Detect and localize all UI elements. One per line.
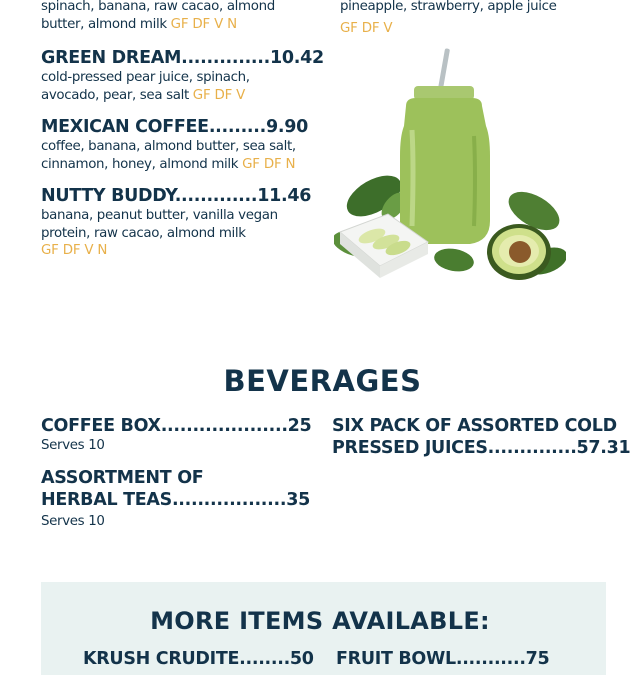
item-title: COFFEE BOX....................25: [41, 416, 312, 436]
menu-item-cold-pressed-juices: [332, 415, 630, 459]
item-description: banana, peanut butter, vanilla vegan protein, raw cacao, almond milk GF DF V N: [41, 208, 278, 258]
item-title-line1: ASSORTMENT OF: [41, 468, 204, 488]
dietary-tags: GF DF V N: [41, 243, 108, 258]
menu-item-mexican-coffee: [41, 116, 308, 173]
item-title: GREEN DREAM..............10.42: [41, 48, 324, 68]
menu-item-nutty-buddy: [41, 185, 311, 260]
top-item-right-description: pineapple, strawberry, apple juice GF DF V: [340, 0, 557, 36]
dietary-tags: GF DF V: [340, 20, 393, 36]
avocado-half-icon: [487, 224, 551, 280]
item-title: NUTTY BUDDY.............11.46: [41, 186, 312, 206]
smoothie-photo: [334, 46, 566, 286]
item-title-line1: SIX PACK OF ASSORTED COLD: [332, 416, 617, 436]
menu-item-herbal-teas: [41, 467, 310, 531]
dietary-tags: GF DF V: [192, 87, 246, 103]
dietary-tags: GF DF N: [242, 156, 296, 172]
section-title-beverages: BEVERAGES: [223, 364, 422, 398]
menu-item-fruit-bowl: FRUIT BOWL...........75: [336, 649, 550, 669]
menu-item-coffee-box: [41, 415, 311, 455]
item-description: cold-pressed pear juice, spinach, avocado, pear, sea salt GF DF V: [41, 70, 250, 103]
more-items-panel: [41, 582, 606, 675]
dietary-tags: GF DF V N: [170, 16, 237, 32]
item-description: Serves 10: [41, 514, 105, 529]
item-title-line2: PRESSED JUICES..............57.31: [332, 438, 631, 458]
item-title-line2: HERBAL TEAS..................35: [41, 490, 310, 510]
menu-item-krush-crudite: KRUSH CRUDITE........50: [83, 649, 314, 669]
top-item-left-description: spinach, banana, raw cacao, almond butter, almond milk GF DF V N: [41, 0, 275, 32]
item-description: Serves 10: [41, 438, 105, 453]
item-description: coffee, banana, almond butter, sea salt, cinnamon, honey, almond milk GF DF N: [41, 139, 296, 172]
menu-item-green-dream: [41, 47, 324, 104]
item-title: MEXICAN COFFEE.........9.90: [41, 117, 308, 137]
more-items-title: MORE ITEMS AVAILABLE:: [150, 607, 490, 635]
smoothie-jar-icon: [400, 86, 490, 244]
